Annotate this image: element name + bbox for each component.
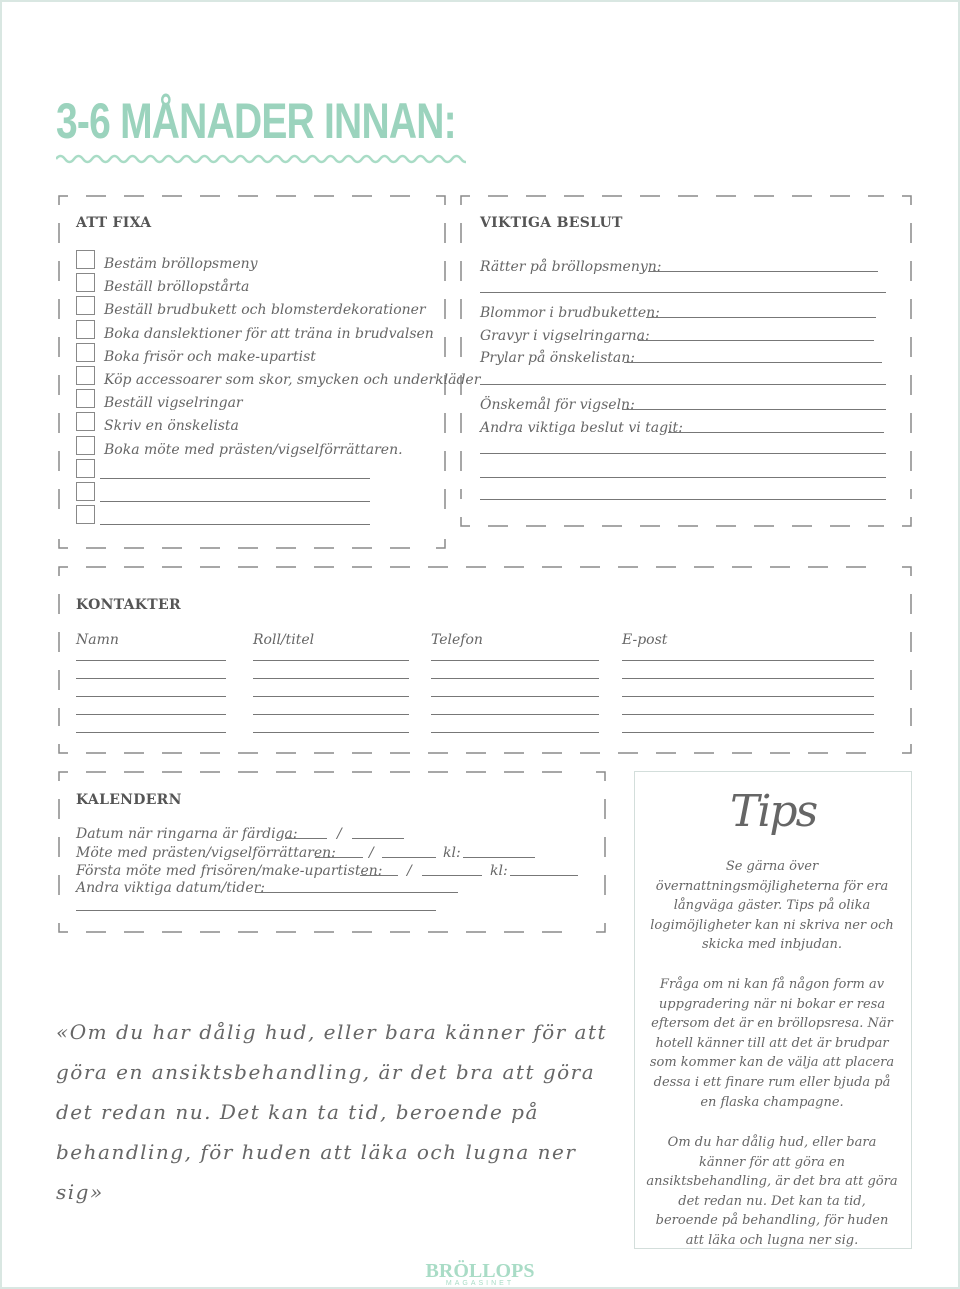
andra-datum-field-2[interactable] bbox=[76, 910, 436, 911]
frisor-label: Första möte med frisören/make-upartisten: bbox=[76, 863, 383, 879]
column-header-epost: E-post bbox=[622, 632, 668, 648]
kontakter-heading: KONTAKTER bbox=[76, 597, 181, 613]
andra-datum-label: Andra viktiga datum/tider: bbox=[76, 880, 266, 896]
beslut-field-line[interactable] bbox=[648, 271, 878, 272]
contact-namn-field[interactable] bbox=[76, 714, 226, 715]
checklist-blank-line[interactable] bbox=[100, 501, 370, 502]
contact-roll-field[interactable] bbox=[253, 732, 409, 733]
ringarna-day-field[interactable] bbox=[285, 838, 327, 839]
beslut-field-label: Blommor i brudbuketten: bbox=[480, 305, 660, 321]
contact-telefon-field[interactable] bbox=[431, 696, 599, 697]
checkbox[interactable] bbox=[76, 412, 95, 431]
checkbox[interactable] bbox=[76, 389, 95, 408]
contact-epost-field[interactable] bbox=[622, 660, 874, 661]
beslut-field-label: Prylar på önskelistan: bbox=[480, 350, 635, 366]
beslut-field-line[interactable] bbox=[622, 409, 886, 410]
contact-roll-field[interactable] bbox=[253, 696, 409, 697]
date-slash: / bbox=[369, 845, 374, 861]
checklist-blank-line[interactable] bbox=[100, 524, 370, 525]
att-fixa-heading: ATT FIXA bbox=[76, 215, 152, 231]
checkbox[interactable] bbox=[76, 505, 95, 524]
date-slash: / bbox=[407, 863, 412, 879]
checklist-item-label: Köp accessoarer som skor, smycken och underkläder bbox=[104, 372, 481, 388]
contact-namn-field[interactable] bbox=[76, 678, 226, 679]
beslut-blank-line[interactable] bbox=[480, 499, 886, 500]
frisor-time-field[interactable] bbox=[510, 875, 578, 876]
column-header-telefon: Telefon bbox=[431, 632, 483, 648]
column-header-roll: Roll/titel bbox=[253, 632, 315, 648]
beslut-field-label: Gravyr i vigselringarna: bbox=[480, 328, 650, 344]
frisor-month-field[interactable] bbox=[422, 875, 482, 876]
contact-telefon-field[interactable] bbox=[431, 714, 599, 715]
logo-main: BRÖLLOPS bbox=[425, 1260, 535, 1282]
checklist-item-label: Beställ bröllopstårta bbox=[104, 279, 250, 296]
beslut-field-label: Rätter på bröllopsmenyn: bbox=[480, 259, 662, 275]
ringarna-date-label: Datum när ringarna är färdiga: bbox=[76, 826, 298, 842]
checklist-blank-line[interactable] bbox=[100, 478, 370, 479]
contact-namn-field[interactable] bbox=[76, 696, 226, 697]
checkbox[interactable] bbox=[76, 366, 95, 385]
checklist-item-label: Beställ vigselringar bbox=[104, 395, 243, 412]
checklist-item-label: Beställ brudbukett och blomsterdekorationer bbox=[104, 302, 426, 319]
kl-label: kl: bbox=[443, 845, 461, 861]
mote-day-field[interactable] bbox=[315, 857, 363, 858]
column-header-namn: Namn bbox=[76, 632, 119, 648]
contact-roll-field[interactable] bbox=[253, 660, 409, 661]
kalendern-heading: KALENDERN bbox=[76, 792, 182, 808]
wave-divider bbox=[56, 152, 466, 166]
tips-title: Tips bbox=[730, 786, 817, 837]
beslut-field-line[interactable] bbox=[646, 317, 876, 318]
logo-sub-wrap bbox=[0, 1280, 960, 1287]
viktiga-beslut-heading: VIKTIGA BESLUT bbox=[480, 215, 623, 231]
beslut-field-label: Andra viktiga beslut vi tagit: bbox=[480, 420, 683, 436]
ringarna-month-field[interactable] bbox=[352, 838, 404, 839]
mote-month-field[interactable] bbox=[382, 857, 436, 858]
beslut-field-line[interactable] bbox=[668, 432, 884, 433]
mote-label: Möte med prästen/vigselförrättaren: bbox=[76, 845, 336, 861]
tips-paragraph-3: Om du har dålig hud, eller bara känner för att göra en ansiktsbehandling, är det bra att göra det redan nu. Det kan ta tid, beroende på behandling, för huden att läka och lugna ner sig. bbox=[646, 1135, 898, 1248]
contact-epost-field[interactable] bbox=[622, 732, 874, 733]
checkbox[interactable] bbox=[76, 250, 95, 269]
contact-epost-field[interactable] bbox=[622, 714, 874, 715]
beslut-field-label: Önskemål för vigseln: bbox=[480, 397, 635, 413]
checkbox[interactable] bbox=[76, 459, 95, 478]
beslut-blank-line[interactable] bbox=[480, 384, 886, 385]
checklist-item-label: Boka möte med prästen/vigselförrättaren. bbox=[104, 441, 403, 458]
contact-roll-field[interactable] bbox=[253, 714, 409, 715]
contact-epost-field[interactable] bbox=[622, 678, 874, 679]
beslut-field-line[interactable] bbox=[638, 340, 874, 341]
contact-telefon-field[interactable] bbox=[431, 678, 599, 679]
beslut-blank-line[interactable] bbox=[480, 453, 886, 454]
contact-telefon-field[interactable] bbox=[431, 660, 599, 661]
checklist-item-label: Boka danslektioner för att träna in brudvalsen bbox=[104, 325, 434, 342]
kl-label: kl: bbox=[490, 863, 508, 879]
page-title: 3-6 MÅNADER INNAN: bbox=[56, 93, 456, 149]
tips-paragraph-1: Se gärna över övernattningsmöjligheterna för era långväga gäster. Tips på olika logimöjligheter kan ni skriva ner och skicka med inbjudan. bbox=[650, 859, 894, 953]
checkbox[interactable] bbox=[76, 343, 95, 362]
beslut-blank-line[interactable] bbox=[480, 292, 886, 293]
logo-sub: MAGASINET bbox=[445, 1280, 515, 1287]
beslut-blank-line[interactable] bbox=[480, 477, 886, 478]
beslut-field-line[interactable] bbox=[624, 362, 882, 363]
checkbox[interactable] bbox=[76, 482, 95, 501]
checkbox[interactable] bbox=[76, 436, 95, 455]
checklist-item-label: Boka frisör och make-upartist bbox=[104, 348, 316, 365]
checklist-item-label: Skriv en önskelista bbox=[104, 418, 239, 435]
date-slash: / bbox=[337, 826, 342, 842]
frisor-day-field[interactable] bbox=[360, 875, 398, 876]
mote-time-field[interactable] bbox=[463, 857, 535, 858]
checkbox[interactable] bbox=[76, 296, 95, 315]
contact-roll-field[interactable] bbox=[253, 678, 409, 679]
tips-paragraph-2: Fråga om ni kan få någon form av uppgradering när ni bokar er resa eftersom det är en bröllopsresa. När hotell känner till att det är brudpar som kommer kan de välja att placera dessa i ett finare rum eller bjuda på en flaska champagne. bbox=[649, 977, 895, 1110]
andra-datum-field[interactable] bbox=[255, 892, 458, 893]
contact-namn-field[interactable] bbox=[76, 732, 226, 733]
contact-namn-field[interactable] bbox=[76, 660, 226, 661]
checklist-item-label: Bestäm bröllopsmeny bbox=[104, 256, 258, 272]
checkbox[interactable] bbox=[76, 320, 95, 339]
quote-text: «Om du har dålig hud, eller bara känner för att göra en ansiktsbehandling, är det bra att göra det redan nu. Det kan ta tid, beroende på behandling, för huden att läka och lugna ner sig» bbox=[56, 1020, 608, 1204]
contact-epost-field[interactable] bbox=[622, 696, 874, 697]
checkbox[interactable] bbox=[76, 273, 95, 292]
contact-telefon-field[interactable] bbox=[431, 732, 599, 733]
